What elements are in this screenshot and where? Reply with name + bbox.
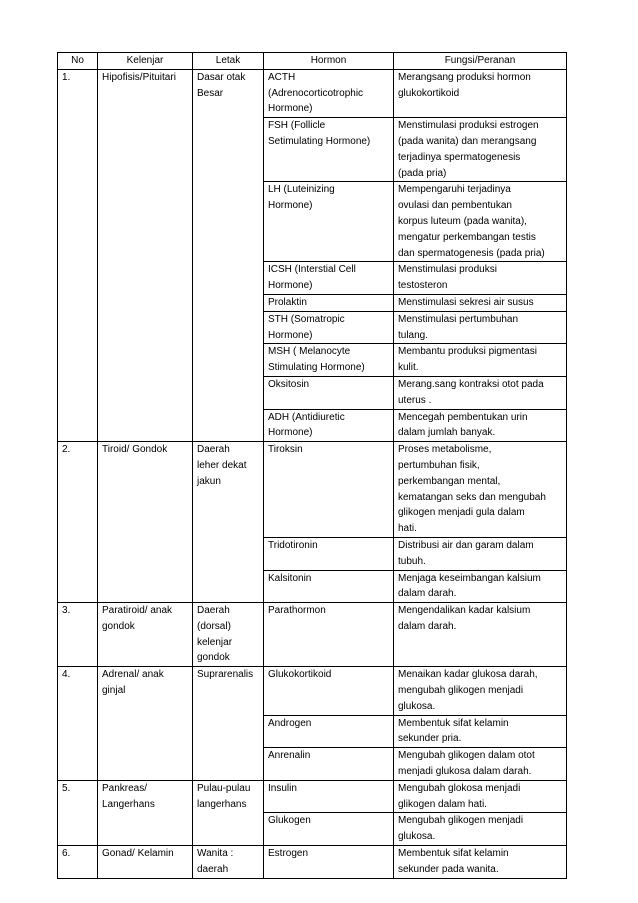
table-row [58,442,567,538]
cell-fungsi: Menstimulasi sekresi air susus [394,294,567,311]
cell-fungsi: Mengubah glikogen dalam otot menjadi glukosa dalam darah. [394,748,567,781]
cell-hormon: Kalsitonin [264,570,394,603]
cell-no: 4. [58,667,98,781]
cell-fungsi: Mempengaruhi terjadinya ovulasi dan pembentukan korpus luteum (pada wanita), mengatur perkembangan testis dan spermatogenesis (pada pria) [394,182,567,262]
cell-hormon: Anrenalin [264,748,394,781]
cell-no: 6. [58,846,98,879]
cell-hormon: ICSH (Interstial Cell Hormone) [264,262,394,295]
cell-letak: Dasar otak Besar [193,69,264,441]
header-no: No [58,53,98,70]
cell-letak: Pulau-pulau langerhans [193,780,264,845]
cell-fungsi: Proses metabolisme, pertumbuhan fisik, perkembangan mental, kematangan seks dan mengubah glikogen menjadi gula dalam hati. [394,442,567,538]
cell-fungsi: Membantu produksi pigmentasi kulit. [394,344,567,377]
cell-fungsi: Distribusi air dan garam dalam tubuh. [394,537,567,570]
hormone-table [57,52,567,879]
cell-fungsi: Mengubah glokosa menjadi glikogen dalam hati. [394,780,567,813]
cell-letak: Wanita : daerah [193,846,264,879]
cell-hormon: Glukogen [264,813,394,846]
cell-letak: Daerah (dorsal) kelenjar gondok [193,603,264,667]
cell-kelenjar: Gonad/ Kelamin [98,846,193,879]
cell-hormon: Glukokortikoid [264,667,394,715]
cell-fungsi: Menstimulasi produksi testosteron [394,262,567,295]
cell-fungsi: Merangsang produksi hormon glukokortikoid [394,69,567,117]
header-row [58,53,567,70]
cell-letak: Suprarenalis [193,667,264,781]
cell-kelenjar: Tiroid/ Gondok [98,442,193,603]
cell-hormon: Tridotironin [264,537,394,570]
cell-hormon: Androgen [264,715,394,748]
cell-letak: Daerah leher dekat jakun [193,442,264,603]
table-row [58,603,567,667]
cell-hormon: Parathormon [264,603,394,667]
table-row [58,780,567,813]
cell-fungsi: Membentuk sifat kelamin sekunder pada wanita. [394,846,567,879]
cell-no: 3. [58,603,98,667]
cell-hormon: LH (Luteinizing Hormone) [264,182,394,262]
cell-hormon: ADH (Antidiuretic Hormone) [264,409,394,442]
cell-kelenjar: Paratiroid/ anak gondok [98,603,193,667]
table-row [58,846,567,879]
cell-fungsi: Membentuk sifat kelamin sekunder pria. [394,715,567,748]
cell-hormon: STH (Somatropic Hormone) [264,311,394,344]
header-fungsi: Fungsi/Peranan [394,53,567,70]
cell-kelenjar: Pankreas/ Langerhans [98,780,193,845]
cell-fungsi: Menjaga keseimbangan kalsium dalam darah. [394,570,567,603]
cell-fungsi: Menstimulasi pertumbuhan tulang. [394,311,567,344]
cell-fungsi: Mengendalikan kadar kalsium dalam darah. [394,603,567,667]
table-row [58,667,567,715]
cell-hormon: Estrogen [264,846,394,879]
header-kelenjar: Kelenjar [98,53,193,70]
cell-hormon: MSH ( Melanocyte Stimulating Hormone) [264,344,394,377]
cell-no: 5. [58,780,98,845]
cell-hormon: FSH (Follicle Setimulating Hormone) [264,118,394,182]
cell-hormon: Insulin [264,780,394,813]
cell-fungsi: Mencegah pembentukan urin dalam jumlah banyak. [394,409,567,442]
table-body [58,69,567,878]
cell-hormon: Oksitosin [264,376,394,409]
cell-fungsi: Menaikan kadar glukosa darah, mengubah glikogen menjadi glukosa. [394,667,567,715]
cell-no: 2. [58,442,98,603]
header-hormon: Hormon [264,53,394,70]
cell-hormon: ACTH (Adrenocorticotrophic Hormone) [264,69,394,117]
cell-hormon: Tiroksin [264,442,394,538]
header-letak: Letak [193,53,264,70]
cell-kelenjar: Adrenal/ anak ginjal [98,667,193,781]
cell-no: 1. [58,69,98,441]
table-row [58,69,567,117]
cell-fungsi: Mengubah glikogen menjadi glukosa. [394,813,567,846]
cell-fungsi: Merang.sang kontraksi otot pada uterus . [394,376,567,409]
cell-fungsi: Menstimulasi produksi estrogen (pada wanita) dan merangsang terjadinya spermatogenesis (pada pria) [394,118,567,182]
cell-hormon: Prolaktin [264,294,394,311]
cell-kelenjar: Hipofisis/Pituitari [98,69,193,441]
